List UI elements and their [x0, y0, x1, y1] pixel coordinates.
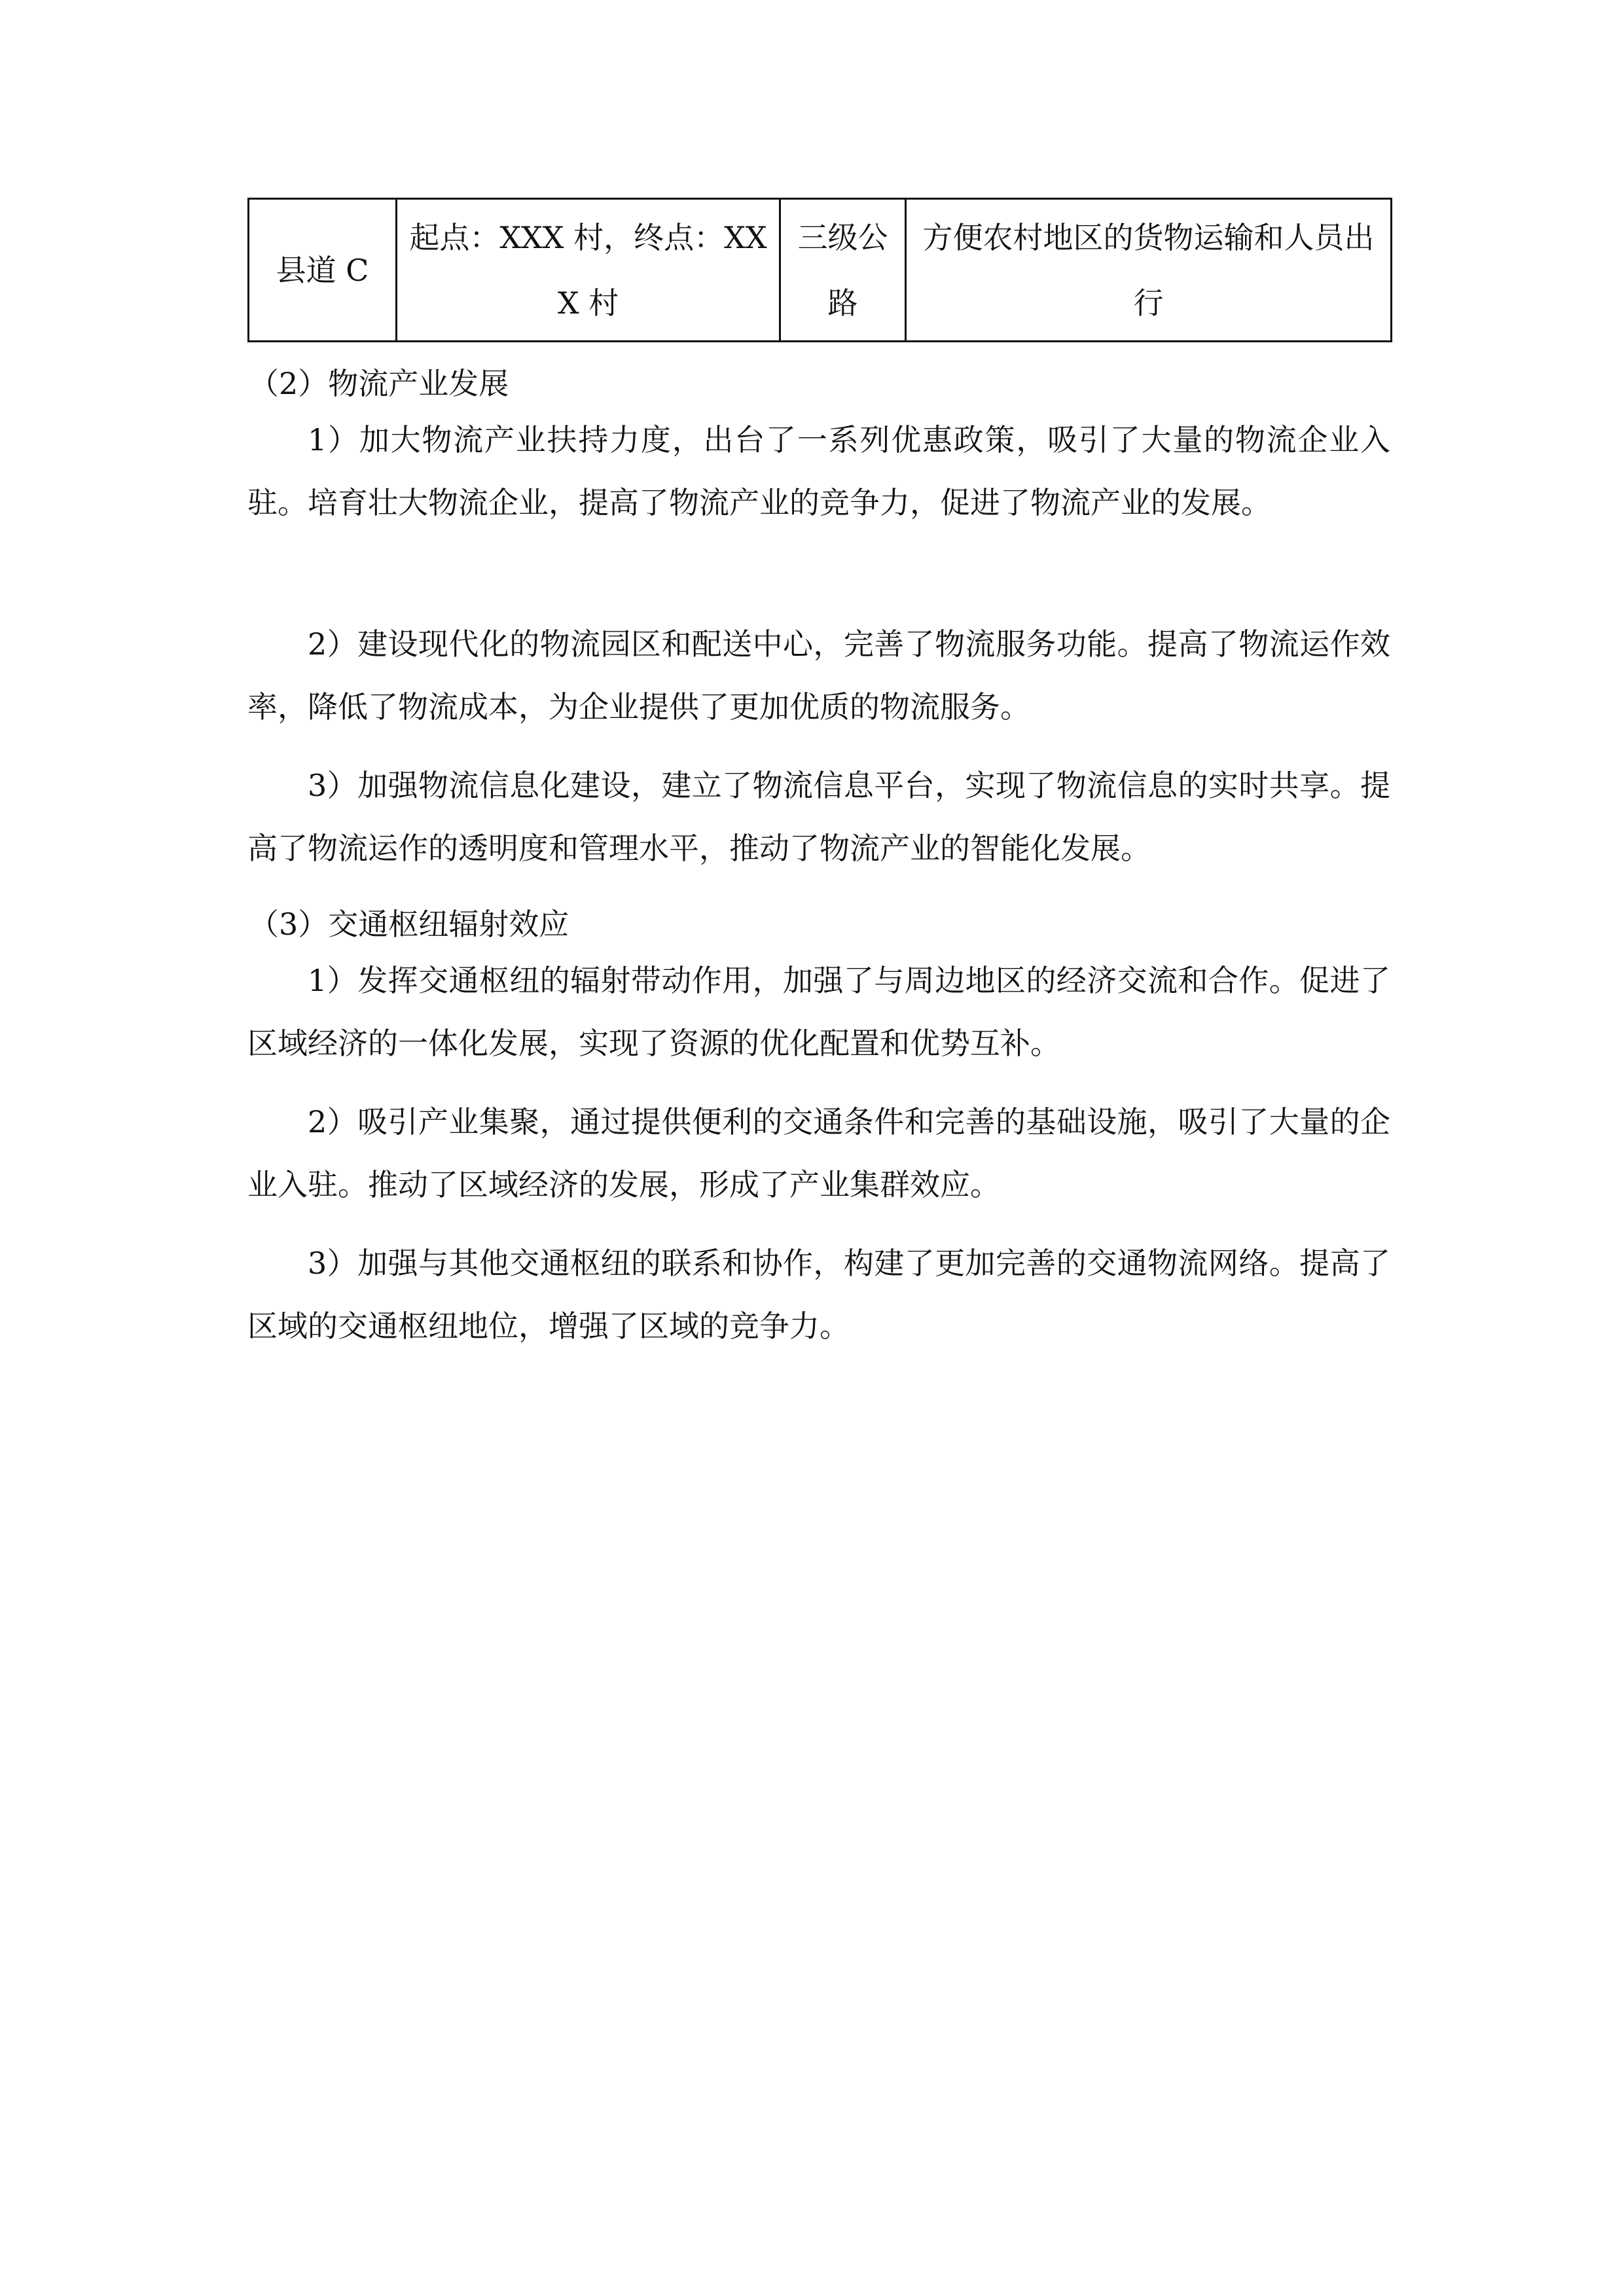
table-row: [249, 199, 1392, 342]
road-table: [247, 198, 1392, 342]
paragraph: 1）加大物流产业扶持力度，出台了一系列优惠政策，吸引了大量的物流企业入驻。培育壮大物流企业，提高了物流产业的竞争力，促进了物流产业的发展。: [247, 422, 1390, 520]
paragraph: 2）建设现代化的物流园区和配送中心，完善了物流服务功能。提高了物流运作效率，降低了物流成本，为企业提供了更加优质的物流服务。: [247, 626, 1390, 725]
road-route-cell: 起点：XXX 村，终点：XXX 村: [397, 199, 780, 342]
road-name-cell: 县道 C: [249, 199, 397, 342]
paragraph: 1）发挥交通枢纽的辐射带动作用，加强了与周边地区的经济交流和合作。促进了区域经济的一体化发展，实现了资源的优化配置和优势互补。: [247, 963, 1390, 1061]
road-grade-cell: 三级公路: [780, 199, 906, 342]
paragraph: 2）吸引产业集聚，通过提供便利的交通条件和完善的基础设施，吸引了大量的企业入驻。推动了区域经济的发展，形成了产业集群效应。: [247, 1104, 1390, 1202]
road-purpose-cell: 方便农村地区的货物运输和人员出行: [906, 199, 1392, 342]
paragraph: 3）加强与其他交通枢纽的联系和协作，构建了更加完善的交通物流网络。提高了区域的交通枢纽地位，增强了区域的竞争力。: [247, 1246, 1390, 1344]
section-heading-logistics: （2）物流产业发展: [249, 366, 509, 401]
paragraph: 3）加强物流信息化建设，建立了物流信息平台，实现了物流信息的实时共享。提高了物流运作的透明度和管理水平，推动了物流产业的智能化发展。: [247, 768, 1390, 866]
section-heading-hub: （3）交通枢纽辐射效应: [249, 906, 569, 942]
